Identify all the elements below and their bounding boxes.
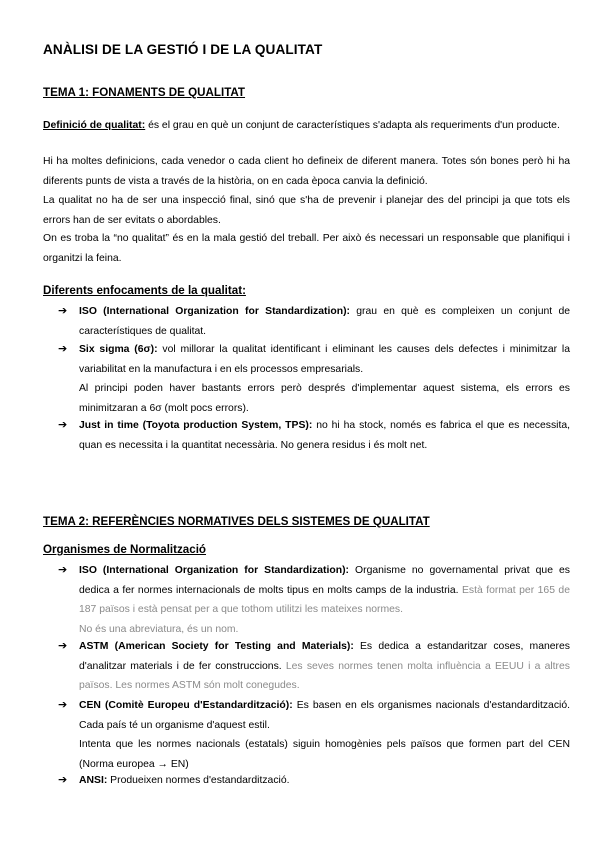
bullet-grey-text: Les seves normes tenen molta influència a EEUU i a altres països. Les normes ASTM són molt conegudes. [79,660,570,692]
bullet-term: CEN (Comitè Europeu d'Estandardització): [79,700,293,711]
bullet-text: no hi ha stock, només es fabrica el que es necessita, quan es necessita i la quantitat necessària. No genera residus i és molt net. [79,420,570,451]
paragraph-2: Hi ha moltes definicions, cada venedor o cada client ho defineix de diferent manera. Totes són bones però hi ha diferents punts de vista a través de la història, on en cada època canvia la definició. [43,156,570,187]
arrow-bullet-icon: ➔ [58,774,68,786]
bullet-text: Produeixen normes d'estandardització. [107,775,290,786]
list-item [58,416,570,455]
bullet-extra: Intenta que les normes nacionals (estatals) siguin homogènies pels països que formen part del CEN (Norma europea → EN) [79,739,570,770]
definition-text: és el grau en què un conjunt de característiques s'adapta als requeriments d'un producte. [145,120,560,131]
arrow-bullet-icon: ➔ [58,640,68,652]
arrow-bullet-icon: ➔ [58,419,68,431]
page-title: ANÀLISI DE LA GESTIÓ I DE LA QUALITAT [43,42,323,57]
bullet-grey-text: Està format per 165 de 187 països i està pensat per a que tothom utilitzi les mateixes normes. [79,584,570,616]
bullet-grey-text: No és una abreviatura, és un nom. [79,623,239,635]
tema2-heading: TEMA 2: REFERÈNCIES NORMATIVES DELS SISTEMES DE QUALITAT [43,515,430,528]
arrow-bullet-icon: ➔ [58,564,68,576]
bullet-term: ISO (International Organization for Standardization): [79,565,350,576]
list-item [58,340,570,418]
bullet-term: ASTM (American Society for Testing and Materials): [79,641,354,652]
bullet-text: vol millorar la qualitat identificant i eliminant les causes dels defectes i minimitzar la variabilitat en la manufactura i en els processos empresarials. [79,344,570,375]
bullet-extra: Al principi poden haver bastants errors però després d'implementar aquest sistema, els errors es minimitzaran a 6σ (molt pocs errors). [79,383,570,414]
bullet-text: Es dedica a estandaritzar coses, maneres d'analitzar materials i de fer construccions. [79,641,570,672]
arrow-bullet-icon: ➔ [58,699,68,711]
tema1-heading: TEMA 1: FONAMENTS DE QUALITAT [43,86,246,99]
bullet-text: Organisme no governamental privat que es dedica a fer normes internacionals de molts tipus en molts camps de la industria. [79,565,570,596]
arrow-bullet-icon: ➔ [58,305,68,317]
list-item [58,637,570,696]
bullet-term: Just in time (Toyota production System, TPS): [79,420,313,431]
arrow-bullet-icon: ➔ [58,343,68,355]
list-item [58,771,570,791]
paragraph-4: On es troba la “no qualitat” és en la mala gestió del treball. Per això és necessari un responsable que planifiqui i organitzi la feina. [43,233,570,264]
bullet-term: ANSI: [79,775,108,786]
list-item [58,561,570,639]
enfocaments-heading: Diferents enfocaments de la qualitat: [43,284,246,297]
organismes-heading: Organismes de Normalització [43,543,207,556]
bullet-term: Six sigma (6σ): [79,344,158,355]
definition-paragraph [43,116,570,136]
bullet-text: grau en què es compleixen un conjunt de característiques de qualitat. [79,306,570,337]
list-item [58,302,570,341]
list-item [58,696,570,774]
bullet-term: ISO (International Organization for Standardization): [79,306,350,317]
definition-term: Definició de qualitat: [43,120,146,131]
paragraph-3: La qualitat no ha de ser una inspecció final, sinó que s'ha de prevenir i planejar des del principi ja que tots els errors han de ser evitats o abordables. [43,195,570,226]
bullet-text: Es basen en els organismes nacionals d'estandardització. Cada país té un organisme d'aquest estil. [79,700,570,731]
